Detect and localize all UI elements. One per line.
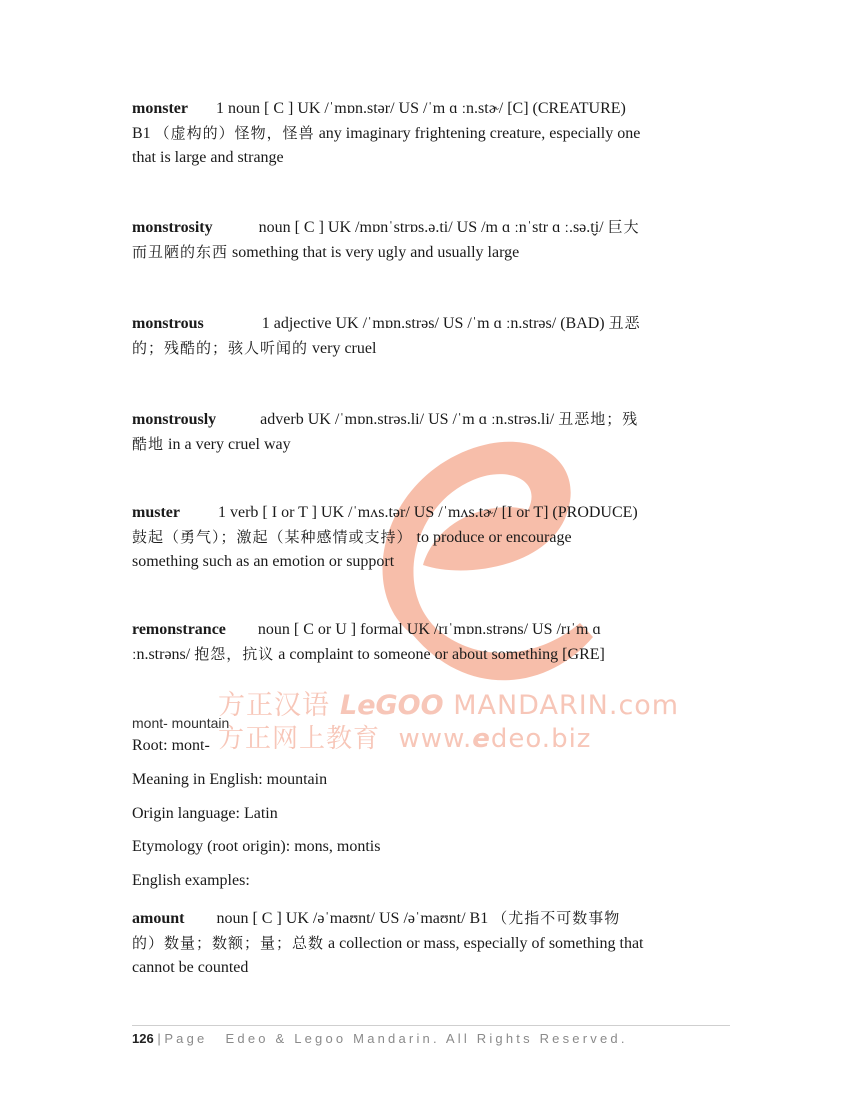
- entry-level: B1: [132, 125, 155, 142]
- page-footer: [132, 1031, 628, 1046]
- headword: monstrous: [132, 315, 204, 332]
- examples-line: English examples:: [132, 872, 250, 889]
- entry-muster: [132, 501, 728, 574]
- entry-monster: [132, 97, 728, 170]
- entry-monstrosity: [132, 215, 728, 265]
- entry-remonstrance: [132, 618, 728, 667]
- entry-chinese: 丑恶地；残: [558, 410, 639, 428]
- entry-definition: any imaginary frightening creature, especially one: [314, 125, 641, 142]
- entry-definition-cont: that is large and strange: [132, 149, 284, 166]
- watermark-url-e: e: [472, 724, 491, 754]
- entry-monstrously: [132, 407, 728, 457]
- page-number: 126: [132, 1031, 154, 1046]
- footer-divider: [132, 1025, 730, 1026]
- entry-chinese-cont: 的）数量；数额；量；总数: [132, 934, 325, 952]
- entry-chinese: （尤指不可数事物: [492, 909, 621, 927]
- headword: monstrosity: [132, 219, 213, 236]
- entry-line: noun [ C ] UK /mɒnˈstrɒs.ə.ti/ US /m ɑ ːnˈstr ɑ ː.sə.t̬i/: [258, 219, 608, 236]
- footer-copyright: Edeo & Legoo Mandarin. All Rights Reserved.: [225, 1031, 628, 1046]
- entry-line: adverb UK /ˈmɒn.strəs.li/ US /ˈm ɑ ːn.strəs.li/: [260, 411, 559, 428]
- entry-chinese: 鼓起（勇气）；激起（某种感情或支持）: [132, 528, 413, 546]
- etymology-line: Etymology (root origin): mons, montis: [132, 838, 381, 855]
- entry-chinese: 巨大: [607, 218, 640, 236]
- entry-definition: a complaint to someone or about something [GRE]: [274, 646, 605, 663]
- headword: monster: [132, 100, 188, 117]
- meaning-line: Meaning in English: mountain: [132, 771, 328, 788]
- entry-monstrous: [132, 311, 728, 361]
- entry-line: noun [ C or U ] formal UK /rɪˈmɒn.strəns/ US /rɪˈm ɑ: [257, 621, 601, 638]
- watermark-url-pre: www.: [398, 724, 473, 754]
- entry-definition-cont: something such as an emotion or support: [132, 553, 395, 570]
- footer-page-word: Page: [164, 1031, 208, 1046]
- origin-line: Origin language: Latin: [132, 805, 278, 822]
- headword: monstrously: [132, 411, 217, 428]
- watermark-zh-2: 方正网上教育: [218, 724, 381, 754]
- entry-chinese-cont: 酷地: [132, 435, 165, 453]
- root-heading: mont- mountain: [132, 715, 230, 731]
- entry-definition: to produce or encourage: [412, 529, 572, 546]
- footer-separator: |: [153, 1031, 165, 1046]
- entry-chinese: （虚构的）怪物，怪兽: [154, 124, 315, 142]
- headword: remonstrance: [132, 621, 226, 638]
- entry-line: 1 adjective UK /ˈmɒn.strəs/ US /ˈm ɑ ːn.strəs/ (BAD): [261, 315, 609, 332]
- entry-chinese-cont: 的；残酷的；骇人听闻的: [132, 339, 309, 357]
- entry-line: 1 verb [ I or T ] UK /ˈmʌs.tər/ US /ˈmʌs.tɚ/ [I or T] (PRODUCE): [217, 504, 638, 521]
- entry-pron-cont: ːn.strəns/: [132, 646, 195, 663]
- entry-chinese: 丑恶: [608, 314, 641, 332]
- watermark-zh-1: 方正汉语: [218, 690, 330, 721]
- entry-line: noun [ C ] UK /əˈmaʊnt/ US /əˈmaʊnt/ B1: [216, 910, 493, 927]
- watermark-en-1: MANDARIN.com: [453, 690, 680, 721]
- headword: muster: [132, 504, 180, 521]
- entry-amount: [132, 906, 728, 980]
- entry-definition: very cruel: [308, 340, 377, 357]
- headword: amount: [132, 910, 185, 927]
- entry-definition: a collection or mass, especially of something that: [324, 935, 644, 952]
- watermark-line-1: [218, 683, 679, 722]
- watermark-url-post: deo.biz: [490, 724, 592, 754]
- root-line: Root: mont-: [132, 737, 210, 754]
- entry-definition-cont: cannot be counted: [132, 959, 249, 976]
- entry-chinese: 抱怨，抗议: [194, 645, 275, 663]
- entry-definition: something that is very ugly and usually large: [228, 244, 520, 261]
- entry-line: 1 noun [ C ] UK /ˈmɒn.stər/ US /ˈm ɑ ːn.stɚ/ [C] (CREATURE): [215, 100, 626, 117]
- entry-chinese-cont: 而丑陋的东西: [132, 243, 229, 261]
- entry-definition: in a very cruel way: [164, 436, 291, 453]
- watermark-line-2: [218, 718, 591, 755]
- watermark-brand: LeGOO: [340, 690, 444, 721]
